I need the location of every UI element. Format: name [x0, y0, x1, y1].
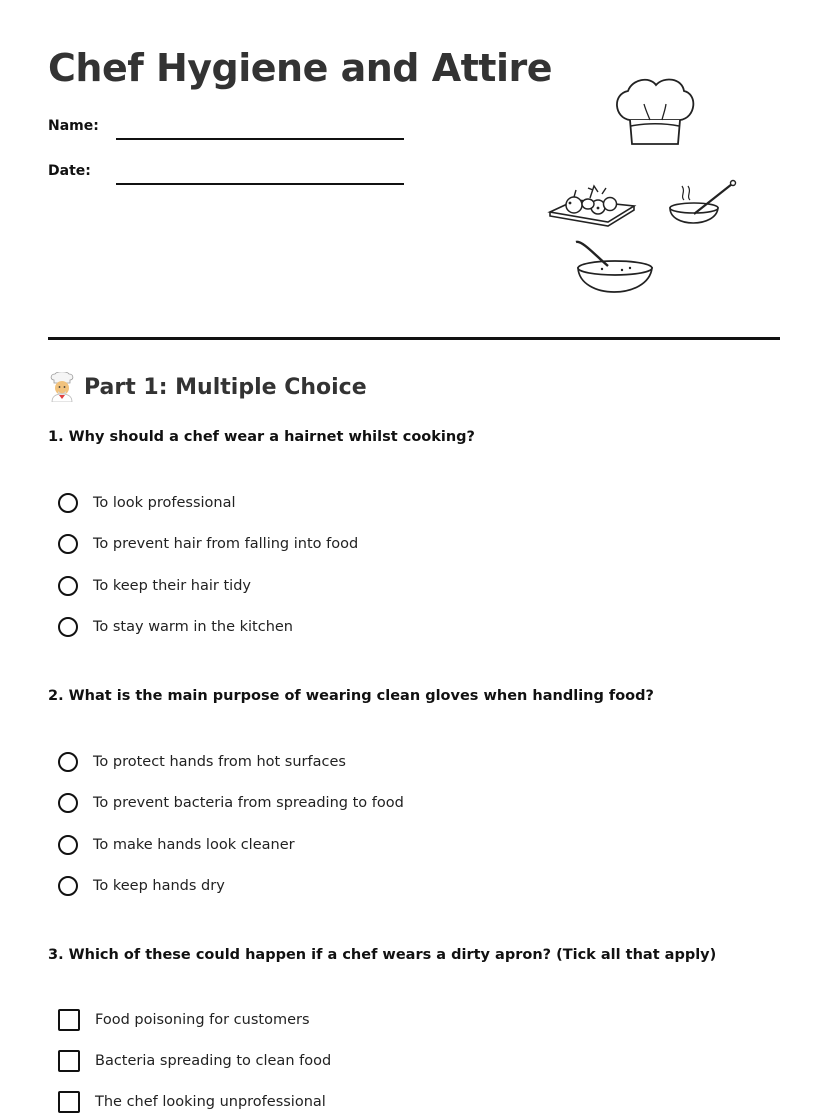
- question-3-option-2[interactable]: [58, 1049, 331, 1073]
- radio-button[interactable]: [58, 617, 78, 637]
- question-2: 2. What is the main purpose of wearing clean gloves when handling food?: [48, 688, 654, 704]
- question-3: 3. Which of these could happen if a chef wears a dirty apron? (Tick all that apply): [48, 947, 717, 963]
- name-field[interactable]: [116, 138, 404, 140]
- soup-bowl-icon: [572, 238, 658, 298]
- question-1-option-1[interactable]: [58, 491, 236, 515]
- option-label: To make hands look cleaner: [93, 837, 295, 853]
- option-label: Food poisoning for customers: [95, 1012, 310, 1028]
- option-label: Bacteria spreading to clean food: [95, 1053, 332, 1069]
- mixing-bowl-icon: [664, 178, 740, 232]
- chef-emoji-icon: [48, 372, 76, 402]
- radio-button[interactable]: [58, 493, 78, 513]
- checkbox[interactable]: [58, 1009, 80, 1031]
- checkbox[interactable]: [58, 1050, 80, 1072]
- question-3-option-3[interactable]: [58, 1090, 326, 1114]
- date-field[interactable]: [116, 183, 404, 185]
- option-label: To protect hands from hot surfaces: [93, 754, 346, 770]
- radio-button[interactable]: [58, 876, 78, 896]
- checkbox[interactable]: [58, 1091, 80, 1113]
- question-2-option-3[interactable]: [58, 833, 295, 857]
- section-divider: [48, 337, 780, 340]
- option-label: To keep hands dry: [93, 878, 225, 894]
- option-label: The chef looking unprofessional: [95, 1094, 326, 1110]
- option-label: To look professional: [93, 495, 236, 511]
- question-1-option-4[interactable]: [58, 615, 293, 639]
- radio-button[interactable]: [58, 534, 78, 554]
- question-2-option-1[interactable]: [58, 750, 346, 774]
- question-1-option-3[interactable]: [58, 574, 251, 598]
- radio-button[interactable]: [58, 576, 78, 596]
- cutting-board-icon: [546, 180, 638, 232]
- option-label: To keep their hair tidy: [93, 578, 251, 594]
- option-label: To stay warm in the kitchen: [93, 619, 293, 635]
- question-2-option-2[interactable]: [58, 791, 404, 815]
- section-title: [48, 372, 367, 402]
- date-label: Date:: [48, 163, 91, 179]
- page-title: Chef Hygiene and Attire: [48, 46, 553, 90]
- chef-hat-icon: [610, 74, 700, 150]
- radio-button[interactable]: [58, 752, 78, 772]
- option-label: To prevent hair from falling into food: [93, 536, 359, 552]
- option-label: To prevent bacteria from spreading to food: [93, 795, 404, 811]
- question-2-option-4[interactable]: [58, 874, 225, 898]
- question-1-option-2[interactable]: [58, 532, 358, 556]
- section-title-text: Part 1: Multiple Choice: [84, 374, 367, 400]
- radio-button[interactable]: [58, 793, 78, 813]
- radio-button[interactable]: [58, 835, 78, 855]
- name-label: Name:: [48, 118, 99, 134]
- question-3-option-1[interactable]: [58, 1008, 310, 1032]
- question-1: 1. Why should a chef wear a hairnet whilst cooking?: [48, 429, 475, 445]
